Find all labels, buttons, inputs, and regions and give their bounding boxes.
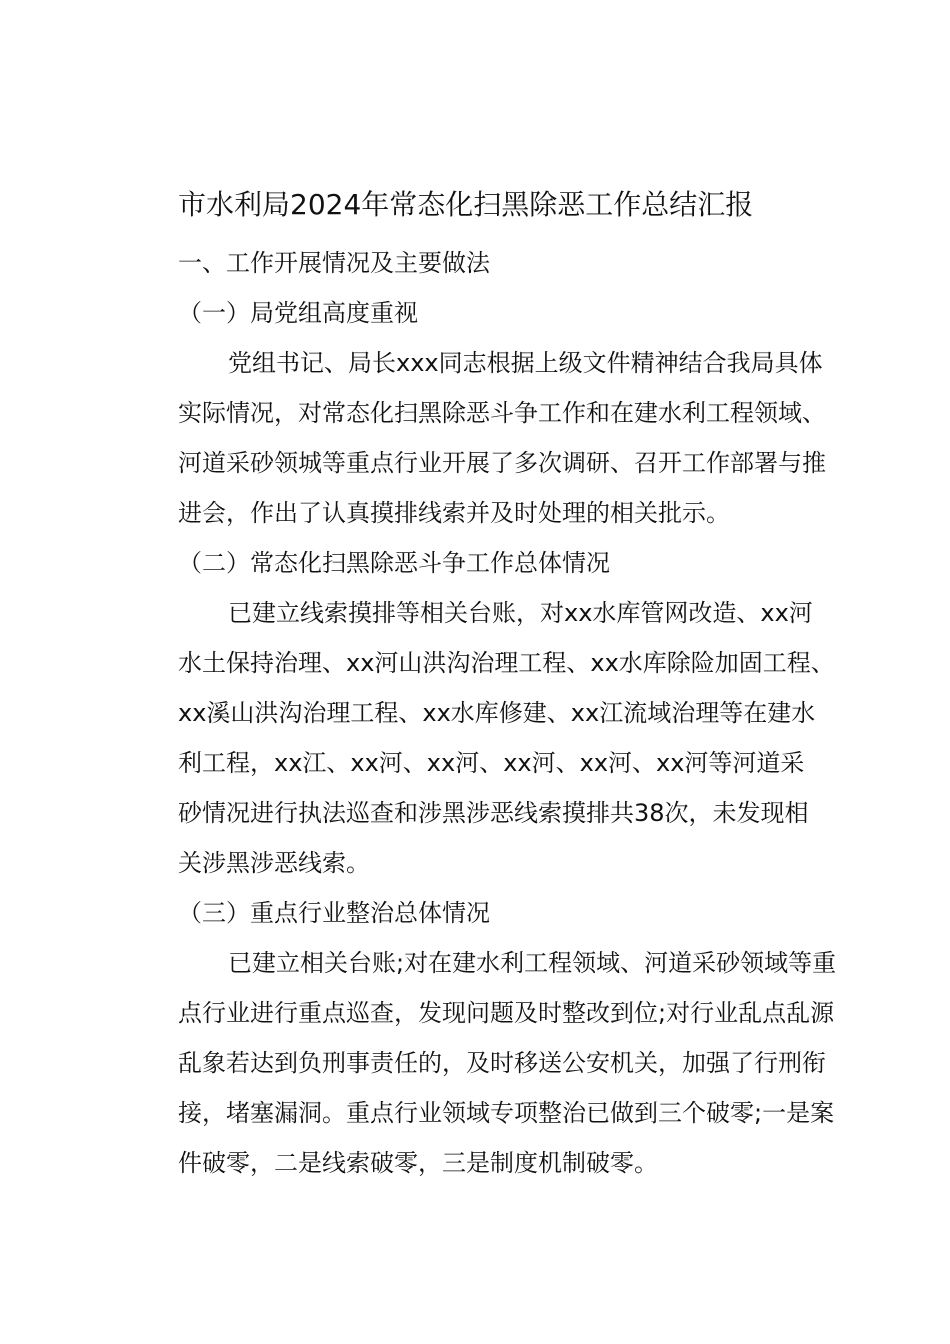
paragraph-line: 乱象若达到负刑事责任的，及时移送公安机关，加强了行刑衔 — [178, 1049, 826, 1077]
paragraph-line: 砂情况进行执法巡查和涉黑涉恶线索摸排共38次，未发现相 — [178, 799, 809, 827]
paragraph-line: 关涉黑涉恶线索。 — [178, 849, 370, 877]
subsection-heading-3: （三）重点行业整治总体情况 — [178, 899, 490, 927]
paragraph-line: 利工程，xx江、xx河、xx河、xx河、xx河、xx河等河道采 — [178, 749, 805, 777]
paragraph-line: 实际情况，对常态化扫黑除恶斗争工作和在建水利工程领域、 — [178, 399, 826, 427]
document-body — [128, 182, 837, 1188]
section-heading-1: 一、工作开展情况及主要做法 — [178, 249, 490, 277]
paragraph-line: xx溪山洪沟治理工程、xx水库修建、xx江流域治理等在建水 — [178, 699, 816, 727]
subsection-heading-2: （二）常态化扫黑除恶斗争工作总体情况 — [178, 549, 610, 577]
paragraph-line: 水土保持治理、xx河山洪沟治理工程、xx水库除险加固工程、 — [178, 649, 835, 677]
paragraph-line: 河道采砂领城等重点行业开展了多次调研、召开工作部署与推 — [178, 449, 826, 477]
paragraph-3 — [128, 938, 837, 1188]
paragraph-line: 接，堵塞漏洞。重点行业领域专项整治已做到三个破零;一是案 — [178, 1099, 835, 1127]
subsection-heading-1: （一）局党组高度重视 — [178, 299, 418, 327]
paragraph-line: 件破零，二是线索破零，三是制度机制破零。 — [178, 1149, 658, 1177]
paragraph-line: 党组书记、局长xxx同志根据上级文件精神结合我局具体 — [228, 349, 823, 377]
paragraph-2 — [128, 588, 835, 888]
paragraph-line: 已建立相关台账;对在建水利工程领域、河道采砂领域等重 — [228, 949, 837, 977]
paragraph-line: 点行业进行重点巡查，发现问题及时整改到位;对行业乱点乱源 — [178, 999, 835, 1027]
paragraph-line: 已建立线索摸排等相关台账，对xx水库管网改造、xx河 — [228, 599, 813, 627]
paragraph-line: 进会，作出了认真摸排线索并及时处理的相关批示。 — [178, 499, 730, 527]
document-title: 市水利局2024年常态化扫黑除恶工作总结汇报 — [178, 188, 754, 221]
paragraph-1 — [128, 338, 832, 538]
